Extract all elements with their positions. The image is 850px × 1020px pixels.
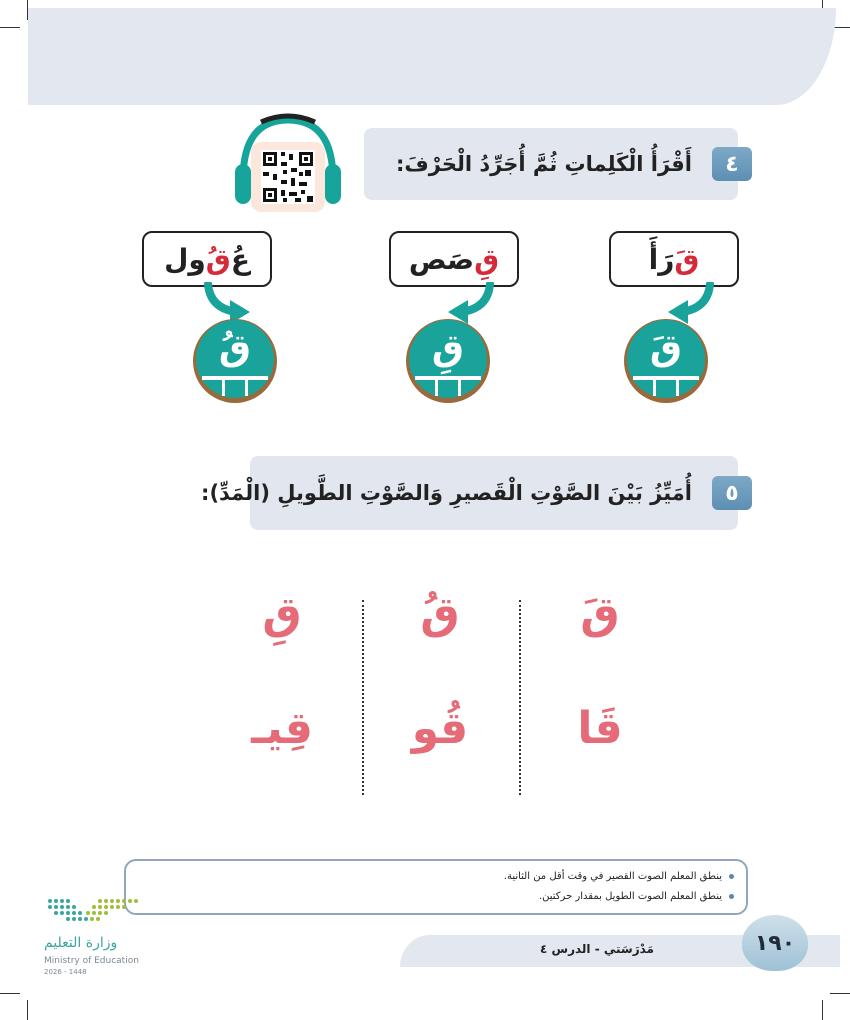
- page-number: ١٩٠: [742, 915, 808, 971]
- exercise-number-badge: ٥: [712, 476, 752, 510]
- highlighted-letter: قِ: [474, 242, 500, 276]
- extracted-letter: قِ: [431, 328, 465, 369]
- highlighted-letter: قُ: [205, 242, 231, 276]
- crop-mark: [0, 27, 20, 28]
- ministry-logo-icon: [44, 893, 144, 933]
- crop-mark: [822, 1000, 823, 1020]
- exercise-number-badge: ٤: [712, 147, 752, 181]
- exercise-instruction: أَقْرَأُ الْكَلِماتِ ثُمَّ أُجَرِّدُ الْحَرْفَ:: [396, 152, 692, 176]
- long-vowel-letter: قُو: [411, 703, 469, 754]
- ministry-name-ar: وزارة التعليم: [44, 935, 118, 951]
- short-vowel-letter: قِ: [262, 588, 302, 639]
- short-vowel-letter: قَ: [580, 588, 620, 639]
- lesson-label: مَدْرَسَتي - الدرس ٤: [540, 942, 654, 956]
- short-vowel-letter: قُ: [420, 588, 460, 639]
- long-vowel-letter: قِيـ: [251, 703, 313, 754]
- exercise-4-header: [364, 128, 738, 200]
- extracted-letter: قُ: [218, 328, 252, 369]
- crop-mark: [27, 1000, 28, 1020]
- word-part: صَص: [408, 242, 475, 276]
- word-part: عُ: [230, 242, 250, 276]
- crop-mark: [830, 993, 850, 994]
- letter-circle: [192, 318, 278, 404]
- academic-year: 2026 - 1448: [44, 968, 87, 976]
- exercise-instruction: أُمَيِّزُ بَيْنَ الصَّوْتِ الْقَصيرِ وَالصَّوْتِ الطَّويلِ (الْمَدِّ):: [201, 481, 692, 505]
- teacher-note: ينطق المعلم الصوت القصير في وقت أقل من الثانية.: [138, 867, 734, 887]
- dotted-divider: [519, 600, 521, 795]
- word-card: [609, 231, 739, 287]
- extracted-letter: قَ: [649, 328, 683, 369]
- headphones-icon[interactable]: [233, 112, 343, 217]
- word-card: [389, 231, 519, 287]
- letter-circle: [623, 318, 709, 404]
- long-vowel-letter: قَا: [577, 703, 623, 754]
- teacher-note: ينطق المعلم الصوت الطويل بمقدار حركتين.: [138, 887, 734, 907]
- word-card: [142, 231, 272, 287]
- qr-code-icon[interactable]: [261, 150, 315, 204]
- teacher-note-box: [124, 859, 748, 915]
- top-banner: [28, 8, 836, 105]
- exercise-5-header: [201, 456, 739, 530]
- highlighted-letter: قَ: [674, 242, 700, 276]
- crop-mark: [0, 993, 20, 994]
- word-part: رَأَ: [648, 242, 675, 276]
- dotted-divider: [362, 600, 364, 795]
- ministry-name-en: Ministry of Education: [44, 956, 139, 966]
- word-part: ول: [164, 242, 206, 276]
- letter-circle: [405, 318, 491, 404]
